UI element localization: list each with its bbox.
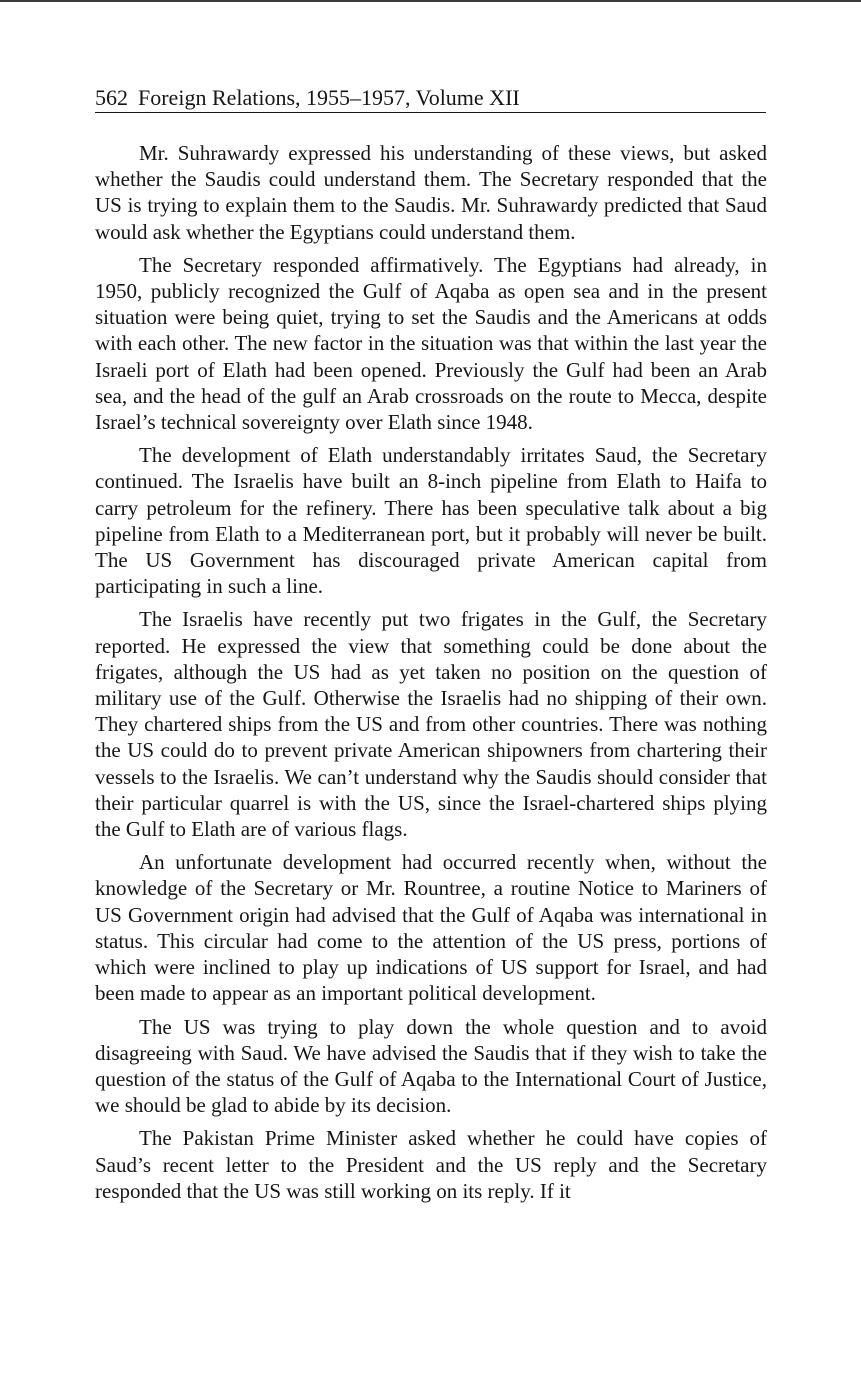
paragraph: The Secretary responded affirmatively. The Egyptians had already, in 1950, publicly recognized the Gulf of Aqaba as open sea and in the present situation were being quiet, trying to set the Saudis and the Americans at odds with each other. The new factor in the situation was that within the last year the Israeli port of Elath had been opened. Previously the Gulf had been an Arab sea, and the head of the gulf an Arab crossroads on the route to Mecca, despite Israel’s technical sovereignty over Elath since 1948. bbox=[95, 252, 767, 435]
running-head bbox=[95, 84, 766, 113]
paragraph: The development of Elath understandably irritates Saud, the Secretary continued. The Israelis have built an 8-inch pipeline from Elath to Haifa to carry petroleum for the refinery. There has been speculative talk about a big pipeline from Elath to a Mediterranean port, but it probably will never be built. The US Government has discouraged private American capital from participating in such a line. bbox=[95, 443, 767, 599]
paragraph: The US was trying to play down the whole question and to avoid disagreeing with Saud. We have advised the Saudis that if they wish to take the question of the status of the Gulf of Aqaba to the International Court of Justice, we should be glad to abide by its decision. bbox=[95, 1014, 767, 1118]
body-text bbox=[95, 140, 767, 1211]
volume-title: Foreign Relations, 1955–1957, Volume XII bbox=[138, 85, 520, 110]
paragraph: An unfortunate development had occurred recently when, without the knowledge of the Secretary or Mr. Rountree, a routine Notice to Mariners of US Government origin had advised that the Gulf of Aqaba was international in status. This circular had come to the attention of the US press, portions of which were inclined to play up indications of US support for Israel, and had been made to appear as an important political development. bbox=[95, 850, 767, 1006]
paragraph: The Pakistan Prime Minister asked whether he could have copies of Saud’s recent letter to the President and the US reply and the Secretary responded that the US was still working on its reply. If it bbox=[95, 1126, 767, 1203]
paragraph: The Israelis have recently put two frigates in the Gulf, the Secretary reported. He expressed the view that something could be done about the frigates, although the US had as yet taken no position on the question of military use of the Gulf. Otherwise the Israelis had no shipping of their own. They chartered ships from the US and from other countries. There was nothing the US could do to prevent private American shipowners from chartering their vessels to the Israelis. We can’t understand why the Saudis should consider that their particular quarrel is with the US, since the Israel-chartered ships plying the Gulf to Elath are of various flags. bbox=[95, 607, 767, 842]
page-number: 562 bbox=[95, 85, 128, 110]
top-edge-rule bbox=[0, 0, 861, 2]
paragraph: Mr. Suhrawardy expressed his understanding of these views, but asked whether the Saudis could understand them. The Secretary responded that the US is trying to explain them to the Saudis. Mr. Suhrawardy predicted that Saud would ask whether the Egyptians could understand them. bbox=[95, 141, 767, 244]
